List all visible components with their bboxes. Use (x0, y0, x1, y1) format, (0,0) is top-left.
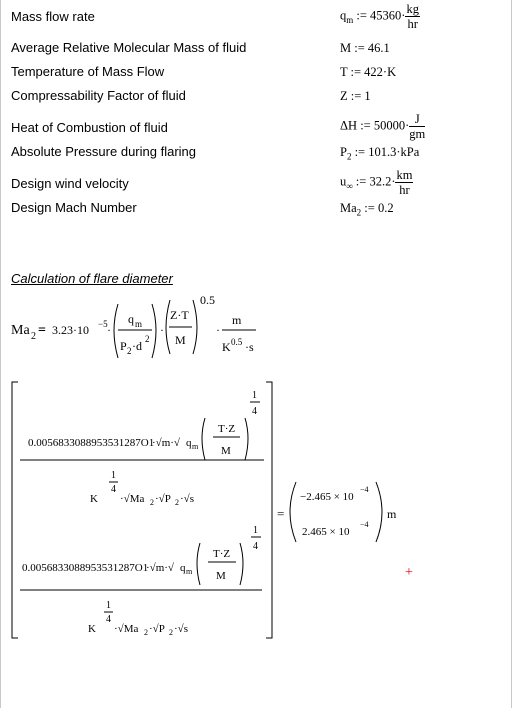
constant-upper: 0.0056833088953531287O1 (28, 437, 155, 449)
label-pressure: Absolute Pressure during flaring (11, 144, 196, 159)
svg-text:·√P: ·√P (149, 623, 165, 635)
label-compressibility: Compressability Factor of fluid (11, 88, 186, 103)
svg-text:q: q (186, 437, 192, 449)
eq-coef-exp: −5 (98, 319, 108, 329)
def-mach[interactable]: $Ma_2$ := 0.2 (340, 201, 394, 218)
svg-text:1: 1 (253, 525, 258, 536)
svg-text:−4: −4 (360, 520, 369, 529)
eq-coef: 3.23·10 (52, 323, 89, 337)
svg-text:q: q (128, 312, 134, 326)
svg-text:M: M (175, 333, 186, 347)
svg-text:·√Ma: ·√Ma (120, 493, 145, 505)
svg-text:M: M (221, 445, 231, 457)
svg-text:−4: −4 (360, 485, 369, 494)
svg-text:=: = (277, 506, 285, 521)
svg-text:m: m (186, 567, 193, 576)
svg-text:2: 2 (175, 498, 179, 507)
label-mass-flow: Mass flow rate (11, 9, 95, 24)
svg-text:·√s: ·√s (180, 493, 194, 505)
svg-text:4: 4 (253, 541, 258, 552)
svg-text:T·Z: T·Z (213, 548, 231, 560)
svg-text:·√P: ·√P (155, 493, 171, 505)
eq-lhs: Ma (11, 323, 30, 338)
section-heading: Calculation of flare diameter (11, 271, 173, 286)
svg-text:P: P (120, 339, 127, 353)
svg-text:T·Z: T·Z (218, 423, 236, 435)
svg-text:M: M (216, 570, 226, 582)
svg-text:1: 1 (252, 390, 257, 401)
svg-text:2: 2 (145, 334, 150, 344)
svg-text:·√m·√: ·√m·√ (146, 562, 174, 574)
svg-text:·: · (216, 323, 220, 337)
eq-power: 0.5 (200, 293, 215, 307)
svg-text:·s: ·s (245, 340, 254, 354)
svg-text:·: · (160, 323, 164, 337)
insert-cursor-icon: + (405, 565, 413, 580)
svg-text:·: · (107, 323, 111, 337)
solution-block[interactable] (0, 370, 514, 650)
svg-text:·√s: ·√s (174, 623, 188, 635)
svg-text:2: 2 (150, 498, 154, 507)
svg-text:1: 1 (106, 600, 111, 611)
def-temperature[interactable]: T := 422·K (340, 65, 397, 79)
mach-equation[interactable] (0, 290, 514, 370)
svg-text:K: K (90, 493, 98, 505)
eq-lhs-sub: 2 (31, 331, 36, 342)
constant-lower: 0.0056833088953531287O1 (22, 562, 149, 574)
svg-text:4: 4 (111, 484, 116, 495)
svg-text:K: K (88, 623, 96, 635)
svg-text:=: = (38, 323, 46, 338)
svg-text:2: 2 (127, 346, 132, 356)
svg-text:4: 4 (252, 406, 257, 417)
def-heat-combustion[interactable]: ΔH := 50000· $\frac{J}{gm}$ (340, 112, 426, 141)
svg-text:·√Ma: ·√Ma (114, 623, 139, 635)
label-molecular-mass: Average Relative Molecular Mass of fluid (11, 40, 247, 55)
svg-text:0.5: 0.5 (231, 337, 243, 347)
def-compressibility[interactable]: Z := 1 (340, 89, 371, 103)
label-mach: Design Mach Number (11, 200, 137, 215)
eq-unit-d: K (222, 340, 231, 354)
svg-text:m: m (135, 319, 143, 329)
def-pressure[interactable]: $P_2$ := 101.3·kPa (340, 145, 420, 162)
def-mass-flow[interactable]: $q_m$ := 45360· $\frac{kg}{hr}$ (340, 2, 419, 31)
result-unit: m (387, 507, 397, 521)
svg-text:Z·T: Z·T (170, 308, 189, 322)
svg-text:·√m·√: ·√m·√ (152, 437, 180, 449)
svg-text:m: m (192, 442, 199, 451)
svg-text:2: 2 (144, 628, 148, 637)
result-2: 2.465 × 10 (302, 526, 350, 538)
result-1: −2.465 × 10 (300, 491, 354, 503)
label-wind-velocity: Design wind velocity (11, 176, 129, 191)
def-molecular-mass[interactable]: M := 46.1 (340, 41, 390, 55)
svg-text:·d: ·d (132, 339, 142, 353)
label-heat-combustion: Heat of Combustion of fluid (11, 120, 168, 135)
label-temperature: Temperature of Mass Flow (11, 64, 165, 79)
svg-text:1: 1 (111, 470, 116, 481)
svg-text:4: 4 (106, 614, 111, 625)
svg-text:2: 2 (169, 628, 173, 637)
svg-text:q: q (180, 562, 186, 574)
eq-unit-n: m (232, 313, 242, 327)
def-wind-velocity[interactable]: $u_\infty$ := 32.2· $\frac{km}{hr}$ (340, 168, 413, 197)
